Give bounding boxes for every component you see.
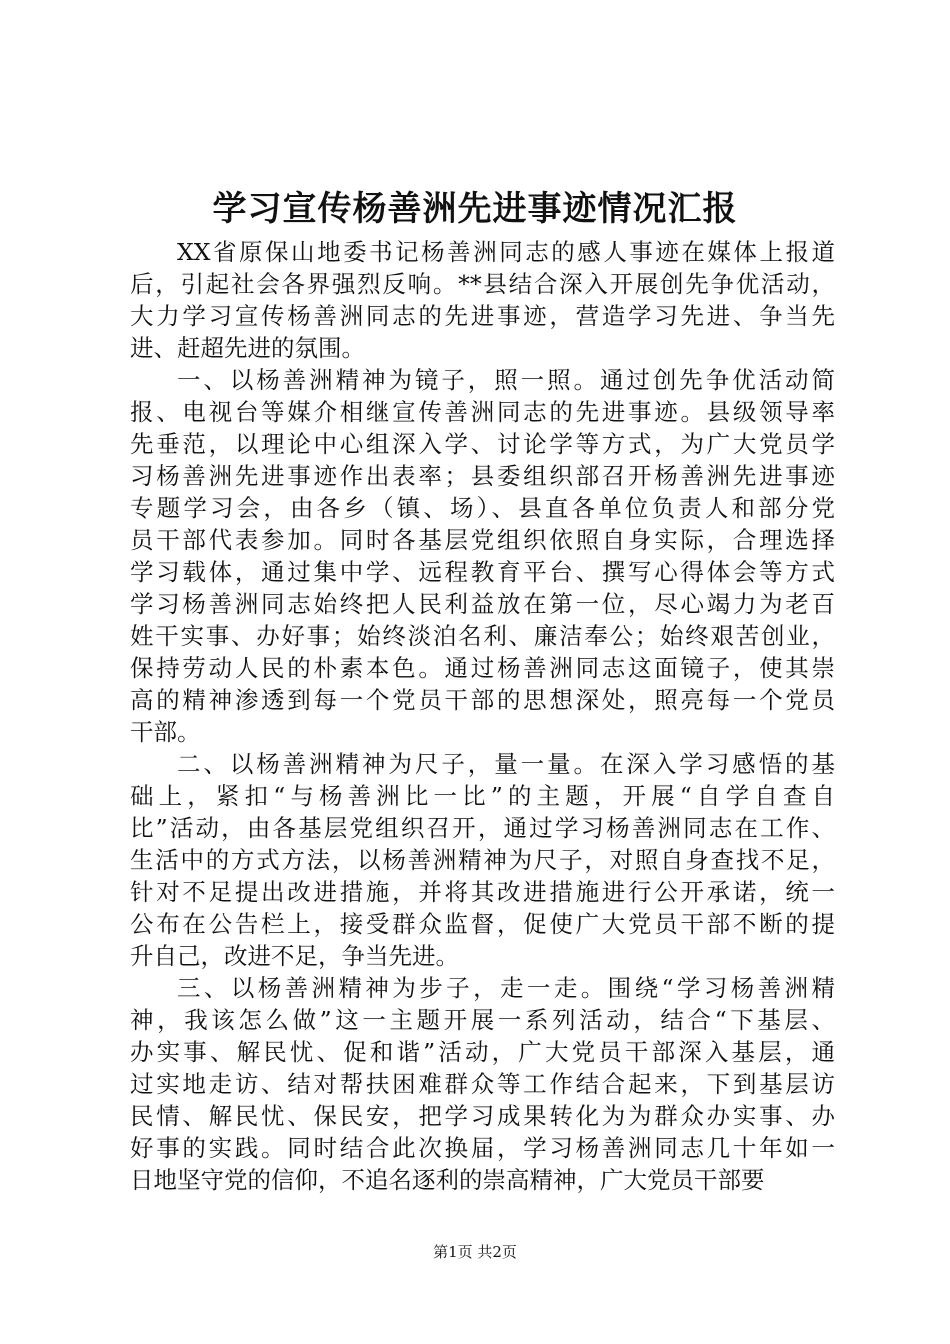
paragraph-line: 二、以杨善洲精神为尺子，量一量。在深入学习感悟的基 bbox=[177, 750, 835, 778]
paragraph-line: 过实地走访、结对帮扶困难群众等工作结合起来，下到基层访 bbox=[130, 1070, 835, 1098]
paragraph bbox=[130, 236, 835, 364]
paragraph bbox=[130, 748, 835, 972]
paragraph-line: 一、以杨善洲精神为镜子，照一照。通过创先争优活动简 bbox=[177, 366, 835, 394]
paragraph-line: 公布在公告栏上，接受群众监督，促使广大党员干部不断的提 bbox=[130, 910, 835, 938]
paragraph-line: 后，引起社会各界强烈反响。**县结合深入开展创先争优活动， bbox=[130, 270, 835, 298]
paragraph-line: 日地坚守党的信仰，不追名逐利的崇高精神，广大党员干部要 bbox=[130, 1166, 765, 1194]
paragraph-line: 姓干实事、办好事；始终淡泊名利、廉洁奉公；始终艰苦创业， bbox=[130, 622, 835, 650]
paragraph-line: 专题学习会，由各乡（镇、场）、县直各单位负责人和部分党 bbox=[130, 494, 835, 522]
paragraph-line: 干部。 bbox=[130, 718, 201, 746]
paragraph-line: 习杨善洲先进事迹作出表率；县委组织部召开杨善洲先进事迹 bbox=[130, 462, 835, 490]
paragraph-line: 础上，紧扣“与杨善洲比一比”的主题，开展“自学自查自 bbox=[130, 782, 835, 810]
paragraph-line: 先垂范，以理论中心组深入学、讨论学等方式，为广大党员学 bbox=[130, 430, 835, 458]
paragraph-line: 学习载体，通过集中学、远程教育平台、撰写心得体会等方式 bbox=[130, 558, 835, 586]
paragraph-line: 好事的实践。同时结合此次换届，学习杨善洲同志几十年如一 bbox=[130, 1134, 835, 1162]
paragraph-line: 进、赶超先进的氛围。 bbox=[130, 334, 365, 362]
page-footer: 第1页 共2页 bbox=[433, 1243, 517, 1261]
document-title: 学习宣传杨善洲先进事迹情况汇报 bbox=[212, 189, 738, 229]
paragraph-line: 员干部代表参加。同时各基层党组织依照自身实际，合理选择 bbox=[130, 526, 835, 554]
paragraph bbox=[130, 972, 835, 1196]
paragraph-line: 神，我该怎么做”这一主题开展一系列活动，结合“下基层、 bbox=[130, 1006, 835, 1034]
paragraph-line: 学习杨善洲同志始终把人民利益放在第一位，尽心竭力为老百 bbox=[130, 590, 835, 618]
paragraph-line: 生活中的方式方法，以杨善洲精神为尺子，对照自身查找不足， bbox=[130, 846, 835, 874]
paragraph-line: 针对不足提出改进措施，并将其改进措施进行公开承诺，统一 bbox=[130, 878, 835, 906]
paragraph-line: 民情、解民忧、保民安，把学习成果转化为为群众办实事、办 bbox=[130, 1102, 835, 1130]
paragraph bbox=[130, 364, 835, 748]
paragraph-line: 三、以杨善洲精神为步子，走一走。围绕“学习杨善洲精 bbox=[177, 974, 835, 1002]
paragraph-line: XX省原保山地委书记杨善洲同志的感人事迹在媒体上报道 bbox=[177, 238, 835, 266]
paragraph-line: 大力学习宣传杨善洲同志的先进事迹，营造学习先进、争当先 bbox=[130, 302, 835, 330]
paragraph-line: 升自己，改进不足，争当先进。 bbox=[130, 942, 459, 970]
paragraph-line: 报、电视台等媒介相继宣传善洲同志的先进事迹。县级领导率 bbox=[130, 398, 835, 426]
paragraph-line: 办实事、解民忧、促和谐”活动，广大党员干部深入基层，通 bbox=[130, 1038, 835, 1066]
paragraph-line: 保持劳动人民的朴素本色。通过杨善洲同志这面镜子，使其崇 bbox=[130, 654, 835, 682]
document-body bbox=[130, 236, 835, 1196]
paragraph-line: 比”活动，由各基层党组织召开，通过学习杨善洲同志在工作、 bbox=[130, 814, 835, 842]
paragraph-line: 高的精神渗透到每一个党员干部的思想深处，照亮每一个党员 bbox=[130, 686, 835, 714]
